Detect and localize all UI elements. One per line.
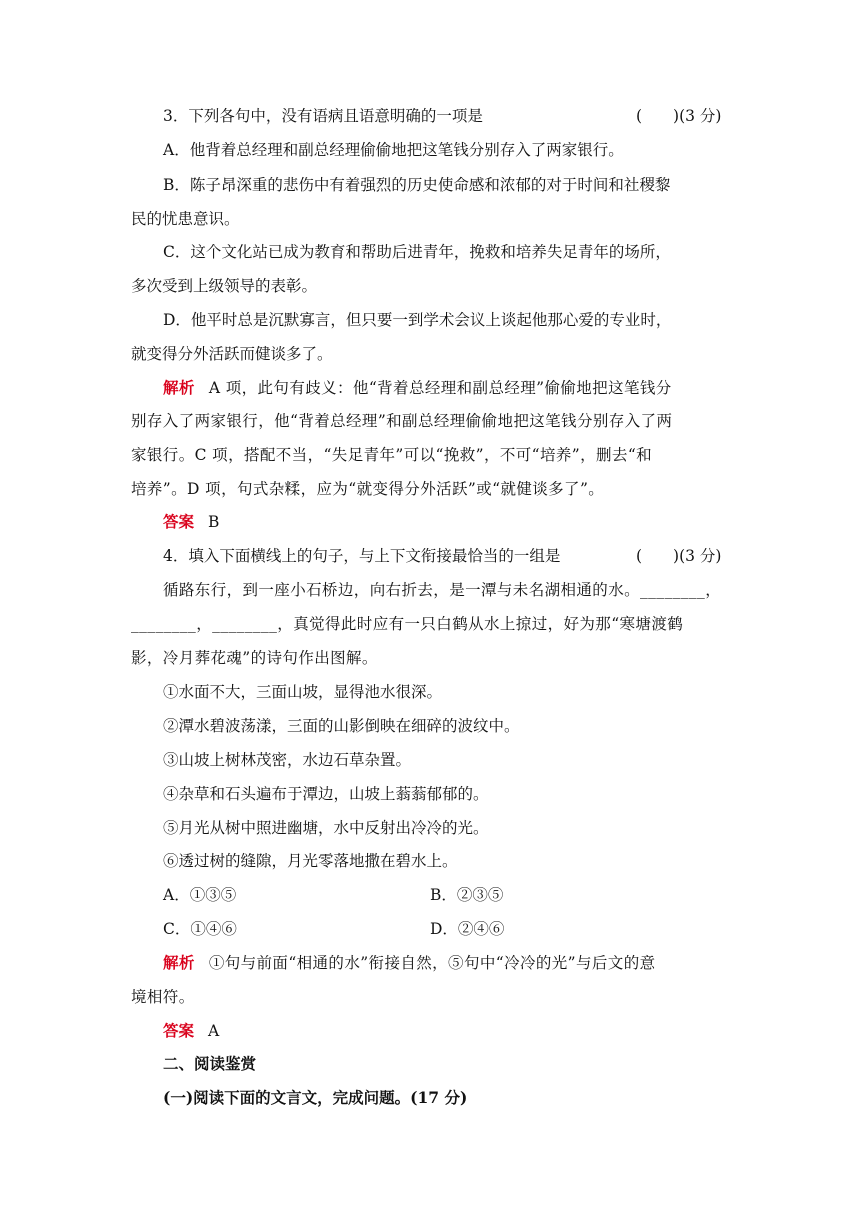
- q4-passage-2: ________，________，真觉得此时应有一只白鹤从水上掠过，好为那“寒塘渡鹤: [131, 615, 684, 633]
- q3-option-d-cont: 就变得分外活跃而健谈多了。: [131, 345, 333, 363]
- q4-item-4: ④杂草和石头遍布于潭边，山坡上蓊蓊郁郁的。: [163, 785, 489, 803]
- q3-stem: 3．下列各句中，没有语病且语意明确的一项是: [163, 107, 483, 125]
- q4-analysis-text: ①句与前面“相通的水”衔接自然，⑤句中“冷冷的光”与后文的意: [208, 954, 656, 972]
- q4-score: ( )(3 分): [636, 547, 722, 565]
- q4-item-5: ⑤月光从树中照进幽塘，水中反射出冷冷的光。: [163, 819, 489, 837]
- q3-analysis-cont-2: 家银行。C 项，搭配不当，“失足青年”可以“挽救”，不可“培养”，删去“和: [131, 446, 653, 464]
- q3-option-b-cont: 民的忧患意识。: [131, 210, 240, 228]
- q4-passage-1: 循路东行，到一座小石桥边，向右折去，是一潭与未名湖相通的水。________，: [163, 581, 722, 599]
- q3-option-d: D．他平时总是沉默寡言，但只要一到学术会议上谈起他那心爱的专业时，: [163, 311, 672, 329]
- q4-item-6: ⑥透过树的缝隙，月光零落地撒在碧水上。: [163, 852, 458, 870]
- q3-option-a: A．他背着总经理和副总经理偷偷地把这笔钱分别存入了两家银行。: [163, 141, 624, 159]
- answer-label: 答案: [163, 512, 195, 531]
- q4-option-d: D．②④⑥: [430, 920, 505, 938]
- answer-label: 答案: [163, 1021, 195, 1040]
- section-heading: 二、阅读鉴赏: [163, 1054, 257, 1073]
- q3-score: ( )(3 分): [636, 107, 722, 125]
- q4-item-1: ①水面不大，三面山坡，显得池水很深。: [163, 683, 443, 701]
- q3-analysis-cont-3: 培养”。D 项，句式杂糅，应为“就变得分外活跃”或“就健谈多了”。: [131, 480, 605, 498]
- q3-analysis-text: A 项，此句有歧义：他“背着总经理和副总经理”偷偷地把这笔钱分: [208, 379, 672, 397]
- q3-option-c-cont: 多次受到上级领导的表彰。: [131, 277, 318, 295]
- q4-answer-value: A: [208, 1022, 220, 1040]
- q4-passage-3: 影，冷月葬花魂”的诗句作出图解。: [131, 649, 378, 667]
- analysis-label: 解析: [163, 953, 195, 972]
- q3-option-b: B．陈子昂深重的悲伤中有着强烈的历史使命感和浓郁的对于时间和社稷黎: [163, 176, 671, 194]
- q3-option-c: C．这个文化站已成为教育和帮助后进青年，挽救和培养失足青年的场所，: [163, 243, 671, 261]
- q4-analysis: [163, 953, 656, 973]
- q4-option-a: A．①③⑤: [163, 886, 237, 904]
- q3-answer-value: B: [208, 513, 220, 531]
- q4-answer: [163, 1021, 219, 1041]
- q3-answer: [163, 512, 219, 532]
- q4-stem: 4．填入下面横线上的句子，与上下文衔接最恰当的一组是: [163, 547, 561, 565]
- q4-analysis-cont: 境相符。: [131, 988, 195, 1006]
- analysis-label: 解析: [163, 378, 195, 397]
- section-subheading: (一)阅读下面的文言文，完成问题。(17 分): [163, 1088, 468, 1107]
- q4-item-3: ③山坡上树林茂密，水边石草杂置。: [163, 751, 412, 769]
- q4-option-b: B．②③⑤: [430, 886, 504, 904]
- q4-item-2: ②潭水碧波荡漾，三面的山影倒映在细碎的波纹中。: [163, 717, 520, 735]
- q4-option-c: C．①④⑥: [163, 920, 237, 938]
- q3-analysis-cont-1: 别存入了两家银行，他“背着总经理”和副总经理偷偷地把这笔钱分别存入了两: [131, 412, 673, 430]
- q3-analysis: [163, 378, 672, 398]
